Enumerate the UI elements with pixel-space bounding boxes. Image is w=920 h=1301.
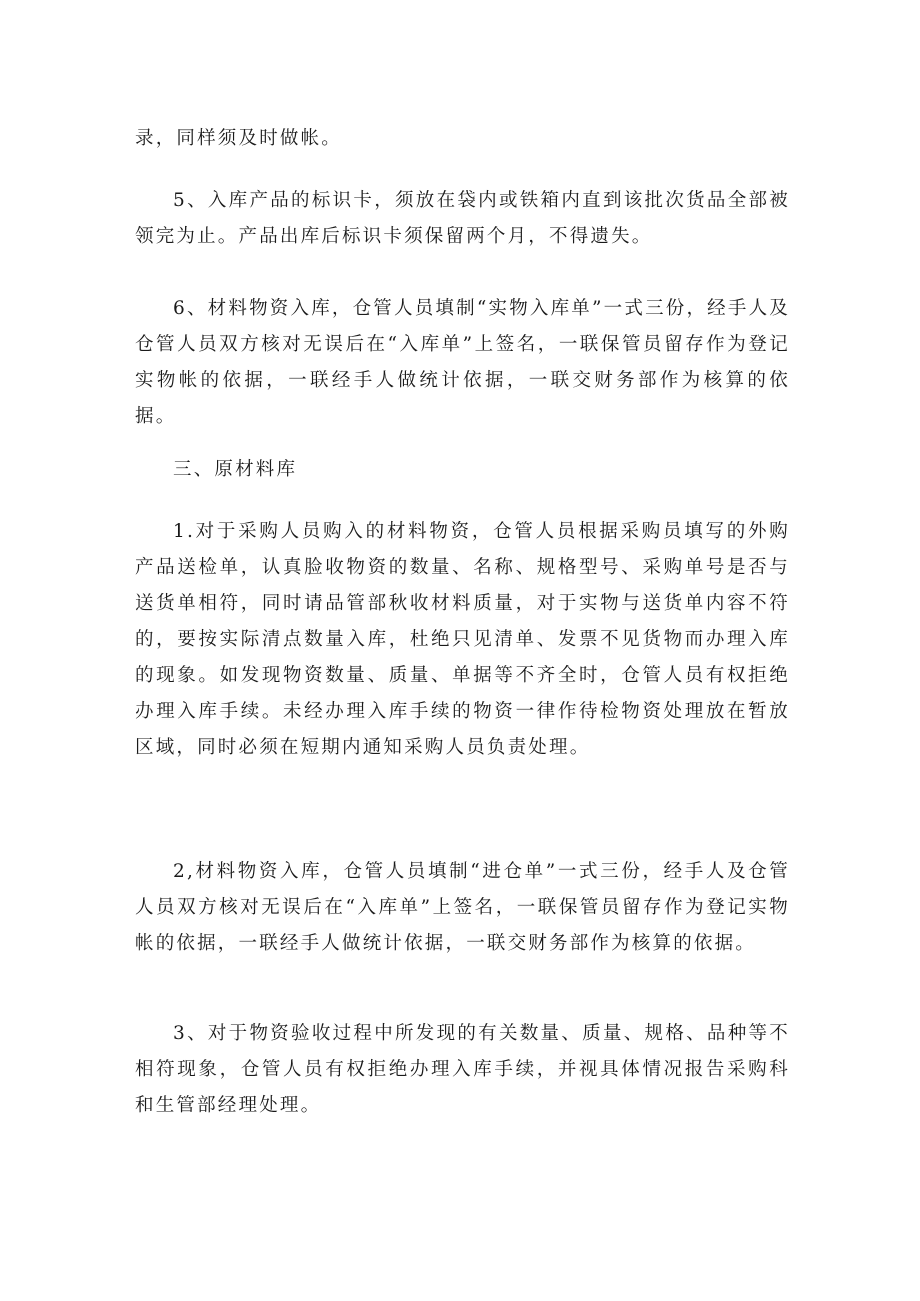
paragraph-raw-material-3: 3、对于物资验收过程中所发现的有关数量、质量、规格、品种等不相符现象，仓管人员有权拒绝办理入库手续，并视具体情况报告采购科和生管部经理处理。 [135,1023,790,1116]
paragraph-item-6: 6、材料物资入库，仓管人员填制“实物入库单”一式三份，经手人及仓管人员双方核对无误后在“入库单”上签名，一联保管员留存作为登记实物帐的依据，一联经手人做统计依据，一联交财务部作为核算的依据。 [135,298,790,427]
section-heading-raw-material-warehouse: 三、原材料库 [173,459,298,480]
paragraph-raw-material-2: 2,材料物资入库，仓管人员填制“进仓单”一式三份，经手人及仓管人员双方核对无误后在“入库单”上签名，一联保管员留存作为登记实物帐的依据，一联经手人做统计依据，一联交财务部作为核算的依据。 [135,861,790,954]
paragraph-raw-material-1: 1.对于采购人员购入的材料物资，仓管人员根据采购员填写的外购产品送检单，认真脸收物资的数量、名称、规格型号、采购单号是否与送货单相符，同时请品管部秋收材料质量，对于实物与送货单内容不符的，要按实际清点数量入库，杜绝只见清单、发票不见货物而办理入库的现象。如发现物资数量、质量、单据等不齐全时，仓管人员有权拒绝办理入库手续。未经办理入库手续的物资一律作待检物资处理放在暂放区域，同时必须在短期内通知采购人员负责处理。 [135,521,790,758]
paragraph-continuation: 录，同样须及时做帐。 [135,128,343,149]
paragraph-item-5: 5、入库产品的标识卡，须放在袋内或铁箱内直到该批次货品全部被领完为止。产品出库后标识卡须保留两个月，不得遗失。 [135,190,790,247]
